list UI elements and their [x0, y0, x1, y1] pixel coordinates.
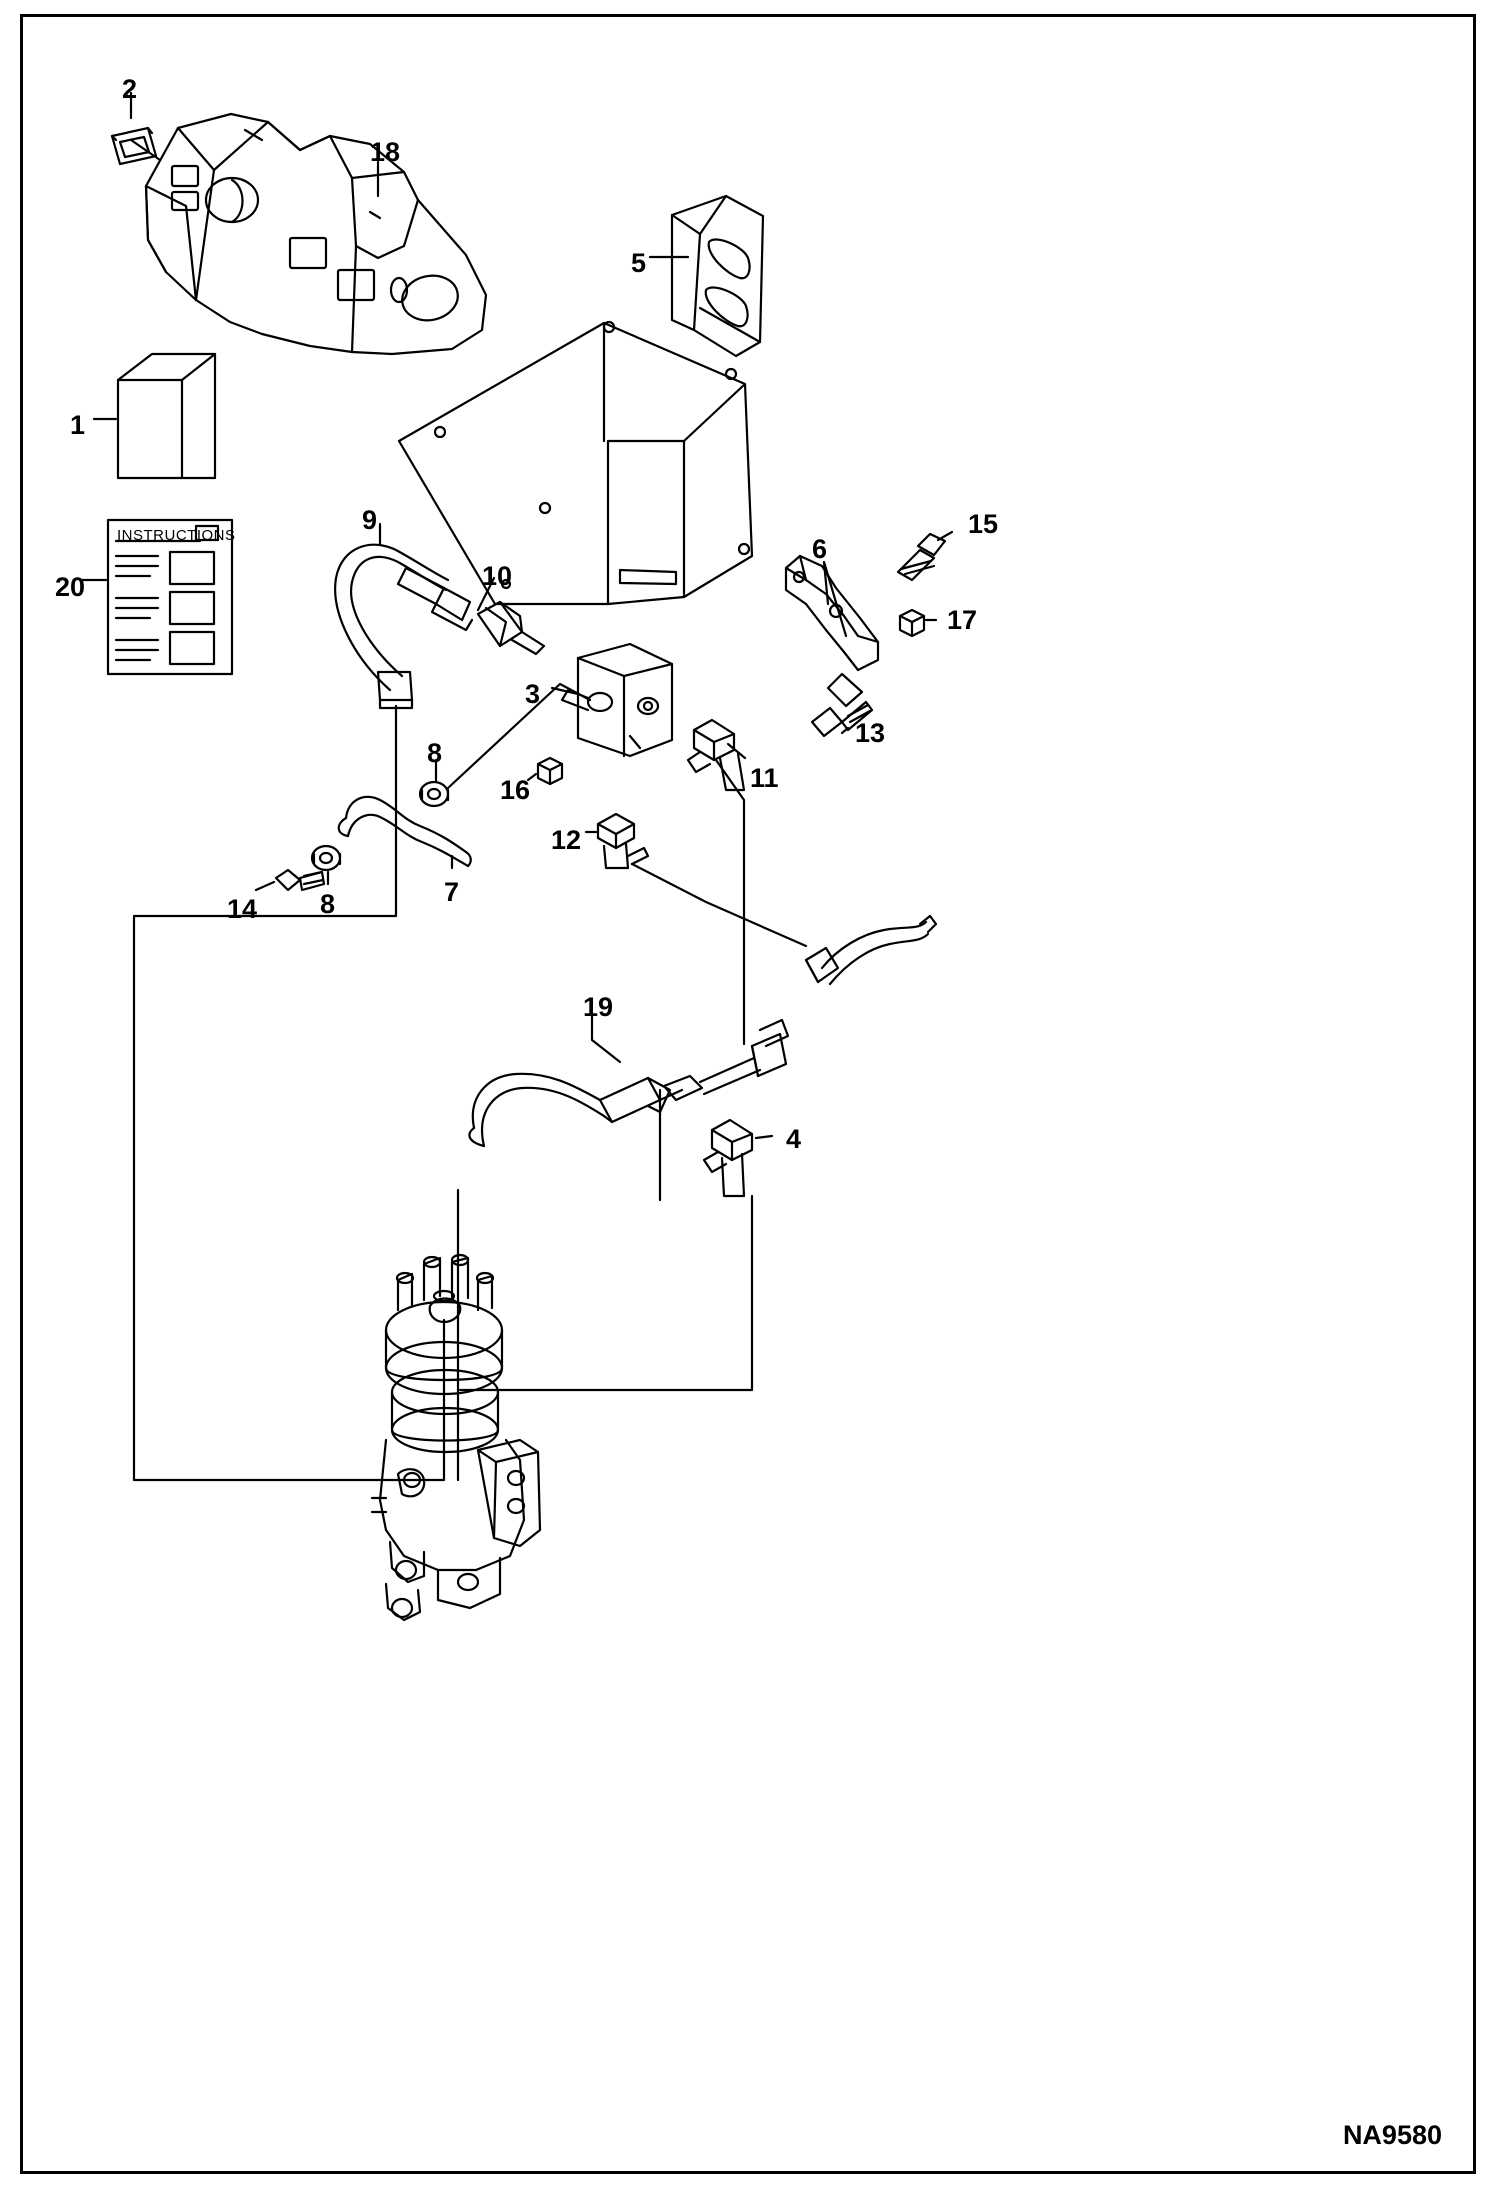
leader-8-to-valve [448, 684, 590, 788]
callout-15: 14 [227, 894, 258, 924]
leader-16 [938, 532, 952, 540]
part-5-plate [399, 322, 752, 604]
callout-20: 20 [55, 572, 86, 602]
callout-8-upper: 8 [427, 738, 443, 768]
part-bent-tube [806, 916, 936, 984]
part-11-fitting [478, 602, 544, 654]
leader-13-to-tube [632, 864, 806, 946]
part-3-valve-block [562, 644, 672, 756]
callout-3: 3 [525, 679, 541, 709]
leader-6 [824, 562, 846, 636]
leader-hose-10-to-valve [134, 706, 444, 1480]
part-1-box [118, 354, 215, 478]
callout-9: 19 [583, 992, 614, 1022]
part-19-console [146, 114, 486, 354]
leader-4 [756, 1136, 772, 1138]
part-10-hose [335, 545, 472, 708]
callout-12: 11 [750, 763, 779, 793]
callout-7: 7 [444, 877, 460, 907]
part-12-elbow [688, 720, 744, 790]
leader-12-to-fitting [716, 760, 744, 1044]
callout-16: 15 [968, 509, 999, 539]
part-5-upright [672, 196, 763, 356]
part-8-washer-upper [420, 782, 448, 806]
leader-4-to-valve [460, 1196, 752, 1390]
part-18-nut [900, 610, 924, 636]
callout-18: 17 [947, 605, 978, 635]
callout-17: 16 [500, 775, 531, 805]
part-2-clip [112, 128, 156, 164]
instruction-sheet-heading: INSTRUCTIONS [117, 527, 236, 544]
leader-15 [256, 882, 274, 890]
callout-2: 2 [122, 74, 138, 104]
callout-13: 12 [551, 825, 582, 855]
part-15-bolt [276, 870, 324, 890]
callout-5: 5 [631, 248, 647, 278]
part-17-nut [538, 758, 562, 784]
callout-11: 10 [482, 561, 513, 591]
part-13-fitting [598, 814, 648, 868]
callout-19: 18 [370, 137, 401, 167]
callout-14: 13 [855, 718, 886, 748]
callout-10: 9 [362, 505, 378, 535]
part-8-washer-lower [312, 846, 340, 870]
callout-4: 4 [786, 1124, 802, 1154]
callout-6: 6 [812, 534, 828, 564]
hydraulic-valve-assembly [372, 1255, 540, 1620]
part-6-bracket [786, 556, 878, 706]
part-4-elbow [704, 1120, 752, 1196]
callout-1: 1 [70, 410, 86, 440]
drawing-number: NA9580 [1342, 2120, 1442, 2150]
callout-8-lower: 8 [320, 889, 336, 919]
